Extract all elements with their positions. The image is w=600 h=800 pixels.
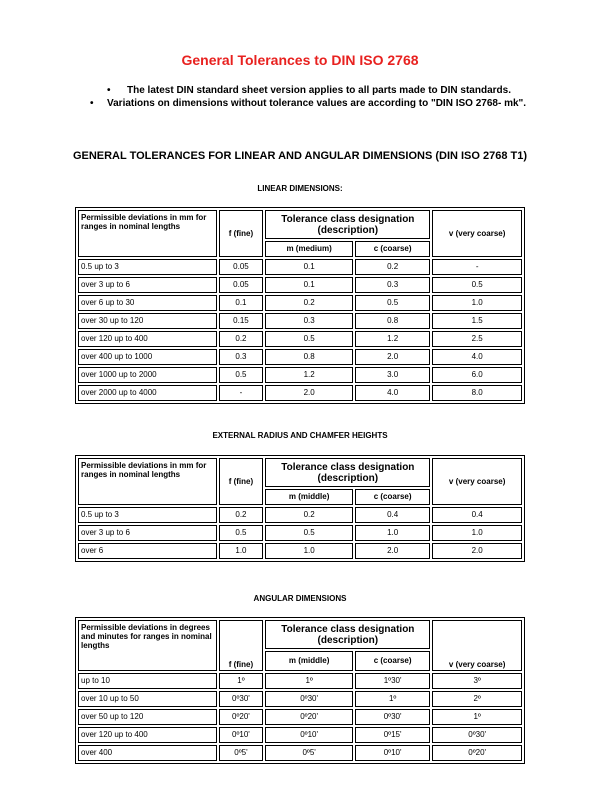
- class-header: Tolerance class designation (description): [265, 620, 430, 649]
- v-header: v (very coarse): [432, 210, 522, 257]
- table-row: [78, 295, 522, 311]
- c-cell: 0.8: [355, 313, 430, 329]
- f-header: f (fine): [219, 210, 264, 257]
- m-cell: 0.2: [265, 507, 353, 523]
- range-cell: over 400 up to 1000: [78, 349, 217, 365]
- v-cell: 0.5: [432, 277, 522, 293]
- m-cell: 0º30': [265, 691, 353, 707]
- table-row: [78, 259, 522, 275]
- c-cell: 0º30': [355, 709, 430, 725]
- m-cell: 0.2: [265, 295, 353, 311]
- c-cell: 2.0: [355, 543, 430, 559]
- c-cell: 4.0: [355, 385, 430, 401]
- table-row: [78, 543, 522, 559]
- v-cell: 8.0: [432, 385, 522, 401]
- m-cell: 0.5: [265, 525, 353, 541]
- table-row: [78, 727, 522, 743]
- v-cell: 2.0: [432, 543, 522, 559]
- m-cell: 0.3: [265, 313, 353, 329]
- page-title: General Tolerances to DIN ISO 2768: [181, 52, 419, 68]
- table-row: [78, 691, 522, 707]
- range-cell: 0.5 up to 3: [78, 507, 217, 523]
- range-cell: over 50 up to 120: [78, 709, 217, 725]
- c-cell: 0.4: [355, 507, 430, 523]
- range-cell: 0.5 up to 3: [78, 259, 217, 275]
- v-cell: 3º: [432, 673, 522, 689]
- table-row: [78, 673, 522, 689]
- m-cell: 1º: [265, 673, 353, 689]
- range-cell: over 120 up to 400: [78, 331, 217, 347]
- f-header: f (fine): [219, 458, 264, 505]
- c-cell: 0.2: [355, 259, 430, 275]
- v-header: v (very coarse): [432, 620, 522, 671]
- f-cell: 0.5: [219, 525, 264, 541]
- v-header: v (very coarse): [432, 458, 522, 505]
- range-cell: over 6 up to 30: [78, 295, 217, 311]
- range-cell: over 3 up to 6: [78, 277, 217, 293]
- f-cell: -: [219, 385, 264, 401]
- m-cell: 0.1: [265, 259, 353, 275]
- f-cell: 0.2: [219, 507, 264, 523]
- v-cell: 1.0: [432, 525, 522, 541]
- v-cell: 4.0: [432, 349, 522, 365]
- c-cell: 2.0: [355, 349, 430, 365]
- f-cell: 0.5: [219, 367, 264, 383]
- bullet-icon: •: [90, 98, 94, 109]
- m-header: m (middle): [265, 489, 353, 505]
- f-cell: 1.0: [219, 543, 264, 559]
- c-header: c (coarse): [355, 489, 430, 505]
- c-cell: 1.2: [355, 331, 430, 347]
- linear-tolerance-table: [75, 207, 525, 404]
- note-text: The latest DIN standard sheet version applies to all parts made to DIN standards.: [127, 85, 511, 96]
- m-cell: 0º10': [265, 727, 353, 743]
- class-header: Tolerance class designation (description): [265, 210, 430, 239]
- table-row: [78, 525, 522, 541]
- table-row: [78, 745, 522, 761]
- v-cell: 1.0: [432, 295, 522, 311]
- c-cell: 1.0: [355, 525, 430, 541]
- table-row: [78, 367, 522, 383]
- v-cell: -: [432, 259, 522, 275]
- c-cell: 0º15': [355, 727, 430, 743]
- range-cell: over 1000 up to 2000: [78, 367, 217, 383]
- m-cell: 1.0: [265, 543, 353, 559]
- f-cell: 0º10': [219, 727, 264, 743]
- m-header: m (middle): [265, 651, 353, 671]
- linear-heading: LINEAR DIMENSIONS:: [257, 184, 343, 193]
- main-heading: GENERAL TOLERANCES FOR LINEAR AND ANGULAR DIMENSIONS (DIN ISO 2768 T1): [72, 150, 528, 162]
- f-cell: 0.05: [219, 259, 264, 275]
- range-header: Permissible deviations in mm for ranges in nominal lengths: [78, 458, 217, 505]
- f-cell: 0º20': [219, 709, 264, 725]
- c-header: c (coarse): [355, 241, 430, 257]
- table-row: [78, 385, 522, 401]
- table-row: [78, 313, 522, 329]
- table-row: [78, 709, 522, 725]
- v-cell: 6.0: [432, 367, 522, 383]
- angular-heading: ANGULAR DIMENSIONS: [253, 594, 347, 603]
- range-cell: over 30 up to 120: [78, 313, 217, 329]
- range-header: Permissible deviations in degrees and minutes for ranges in nominal lengths: [78, 620, 217, 671]
- c-cell: 1º: [355, 691, 430, 707]
- v-cell: 0º30': [432, 727, 522, 743]
- radius-tolerance-table: [75, 455, 525, 562]
- v-cell: 1º: [432, 709, 522, 725]
- range-cell: over 120 up to 400: [78, 727, 217, 743]
- m-cell: 1.2: [265, 367, 353, 383]
- range-cell: over 3 up to 6: [78, 525, 217, 541]
- c-header: c (coarse): [355, 651, 430, 671]
- m-cell: 0.5: [265, 331, 353, 347]
- table-row: [78, 349, 522, 365]
- f-cell: 0.3: [219, 349, 264, 365]
- f-header: f (fine): [219, 620, 264, 671]
- c-cell: 3.0: [355, 367, 430, 383]
- range-cell: up to 10: [78, 673, 217, 689]
- range-cell: over 10 up to 50: [78, 691, 217, 707]
- f-cell: 0º5': [219, 745, 264, 761]
- m-cell: 0.1: [265, 277, 353, 293]
- range-cell: over 2000 up to 4000: [78, 385, 217, 401]
- table-row: [78, 277, 522, 293]
- v-cell: 0º20': [432, 745, 522, 761]
- m-header: m (medium): [265, 241, 353, 257]
- v-cell: 0.4: [432, 507, 522, 523]
- notes-list: [0, 84, 600, 110]
- bullet-icon: •: [107, 85, 111, 96]
- table-row: [78, 507, 522, 523]
- note-text: Variations on dimensions without tolerance values are according to "DIN ISO 2768- mk".: [107, 98, 527, 109]
- radius-heading: EXTERNAL RADIUS AND CHAMFER HEIGHTS: [212, 431, 388, 440]
- f-cell: 0.1: [219, 295, 264, 311]
- c-cell: 0.3: [355, 277, 430, 293]
- v-cell: 1.5: [432, 313, 522, 329]
- c-cell: 1º30': [355, 673, 430, 689]
- f-cell: 0.15: [219, 313, 264, 329]
- m-cell: 0.8: [265, 349, 353, 365]
- m-cell: 0º20': [265, 709, 353, 725]
- note-item: [0, 84, 600, 97]
- v-cell: 2.5: [432, 331, 522, 347]
- range-header: Permissible deviations in mm for ranges in nominal lengths: [78, 210, 217, 257]
- f-cell: 0.2: [219, 331, 264, 347]
- m-cell: 2.0: [265, 385, 353, 401]
- m-cell: 0º5': [265, 745, 353, 761]
- f-cell: 0º30': [219, 691, 264, 707]
- note-item: [0, 97, 600, 110]
- range-cell: over 6: [78, 543, 217, 559]
- f-cell: 0.05: [219, 277, 264, 293]
- f-cell: 1º: [219, 673, 264, 689]
- range-cell: over 400: [78, 745, 217, 761]
- table-row: [78, 331, 522, 347]
- angular-tolerance-table: [75, 617, 525, 764]
- c-cell: 0º10': [355, 745, 430, 761]
- c-cell: 0.5: [355, 295, 430, 311]
- class-header: Tolerance class designation (description): [265, 458, 430, 487]
- v-cell: 2º: [432, 691, 522, 707]
